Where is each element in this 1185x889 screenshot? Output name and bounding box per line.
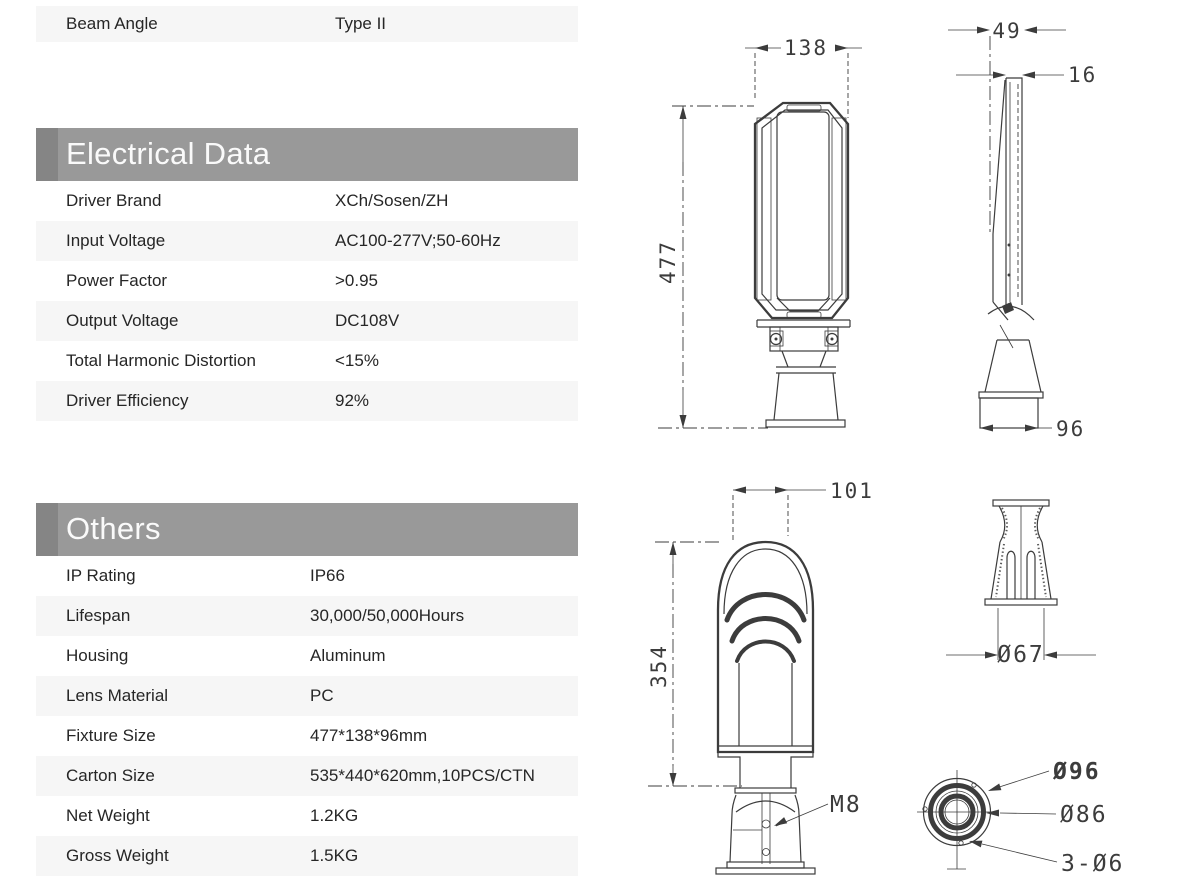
front-width-dim: 138 [784, 36, 828, 60]
spec-label: Carton Size [66, 766, 155, 785]
mount-section-drawing [946, 500, 1096, 668]
spec-label: Power Factor [66, 271, 168, 290]
spec-value: 477*138*96mm [310, 726, 428, 745]
spec-row [36, 381, 578, 421]
bottom-view-drawing [917, 759, 1124, 877]
spec-label: Output Voltage [66, 311, 179, 330]
spec-label: IP Rating [66, 566, 136, 585]
spec-label: Driver Brand [66, 191, 162, 210]
others-header [36, 503, 578, 556]
spec-label: Input Voltage [66, 231, 166, 250]
front-view-drawing [656, 36, 862, 428]
spec-label: Lens Material [66, 686, 169, 705]
spec-row [36, 756, 578, 796]
section-title: Electrical Data [66, 136, 271, 171]
others-table [36, 503, 578, 876]
spec-row [36, 556, 578, 596]
front-height-dim: 477 [656, 240, 680, 284]
spec-value: Aluminum [310, 646, 386, 665]
spec-value: XCh/Sosen/ZH [335, 191, 449, 210]
spec-row [36, 676, 578, 716]
mount-diameter-dim: Ø67 [997, 642, 1045, 668]
bottom-outer-diameter-dim: Ø96 [1053, 759, 1101, 785]
spec-row [36, 221, 578, 261]
spec-value: PC [310, 686, 334, 705]
side-base-dim: 96 [1056, 417, 1086, 441]
spec-row [36, 836, 578, 876]
spec-value: <15% [335, 351, 379, 370]
electrical-data-table [36, 128, 578, 421]
table-rows [36, 6, 578, 42]
spec-row [36, 261, 578, 301]
spec-value: 1.2KG [310, 806, 359, 825]
side-view-drawing [948, 19, 1097, 441]
spec-value: AC100-277V;50-60Hz [335, 231, 501, 250]
spec-label: Beam Angle [66, 14, 158, 33]
spec-value: 535*440*620mm,10PCS/CTN [310, 766, 535, 785]
spec-value: 30,000/50,000Hours [310, 606, 465, 625]
section-title: Others [66, 511, 161, 546]
rear-height-dim: 354 [647, 644, 671, 688]
spec-value: IP66 [310, 566, 345, 585]
spec-label: Lifespan [66, 606, 131, 625]
side-depth-dim: 49 [992, 19, 1022, 43]
spec-row [36, 6, 578, 42]
rear-thread-label: M8 [830, 792, 862, 818]
rear-width-dim: 101 [830, 479, 874, 503]
spec-value: 1.5KG [310, 846, 359, 865]
spec-value: >0.95 [335, 271, 379, 290]
spec-row [36, 181, 578, 221]
spec-row [36, 796, 578, 836]
spec-label: Net Weight [66, 806, 150, 825]
spec-value: DC108V [335, 311, 400, 330]
spec-label: Housing [66, 646, 129, 665]
table-rows [36, 556, 578, 876]
spec-label: Total Harmonic Distortion [66, 351, 256, 370]
side-arm-dim: 16 [1068, 63, 1098, 87]
spec-value: 92% [335, 391, 370, 410]
bottom-holes-dim: 3-Ø6 [1061, 851, 1125, 877]
spec-label: Driver Efficiency [66, 391, 189, 410]
spec-label: Gross Weight [66, 846, 169, 865]
spec-value: Type II [335, 14, 387, 33]
spec-label: Fixture Size [66, 726, 156, 745]
spec-row [36, 301, 578, 341]
rear-view-drawing [647, 479, 874, 874]
technical-drawings [630, 0, 1185, 889]
spec-row [36, 716, 578, 756]
cropped-spec-table [36, 6, 578, 42]
spec-row [36, 596, 578, 636]
electrical-data-header [36, 128, 578, 181]
table-rows [36, 181, 578, 421]
spec-row [36, 341, 578, 381]
spec-row [36, 636, 578, 676]
bottom-ring-diameter-dim: Ø86 [1060, 802, 1108, 828]
